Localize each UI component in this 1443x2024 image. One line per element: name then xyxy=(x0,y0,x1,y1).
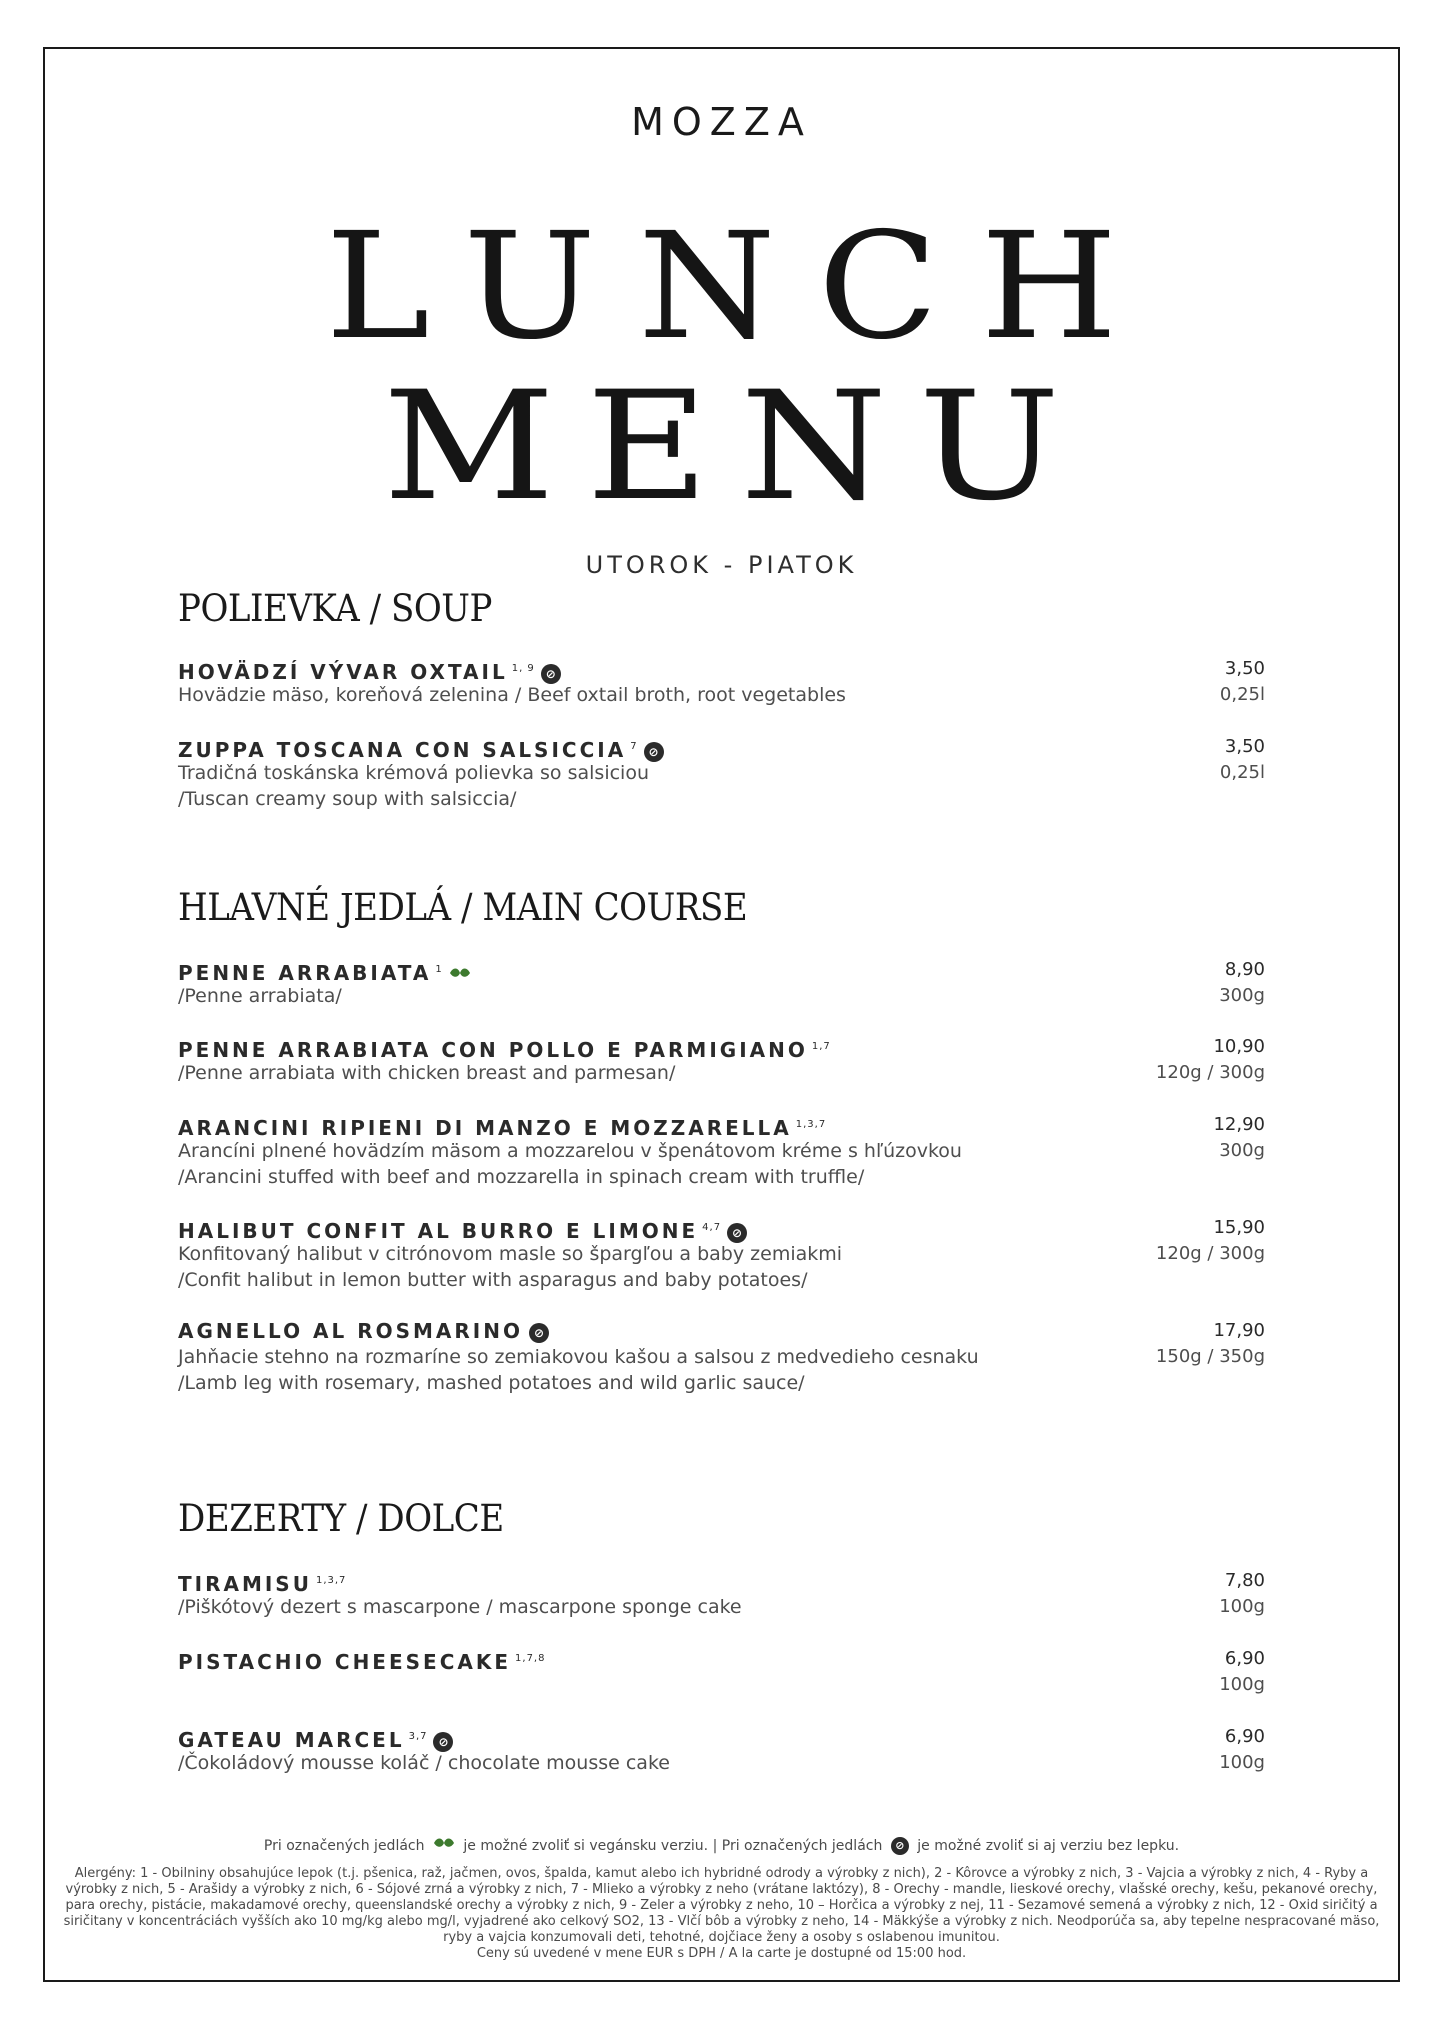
item-allergens: 7 xyxy=(630,741,638,752)
item-price: 3,50 xyxy=(1224,658,1265,679)
item-description-en: /Tuscan creamy soup with salsiccia/ xyxy=(178,788,517,810)
item-price: 3,50 xyxy=(1224,736,1265,757)
item-description: Konfitovaný halibut v citrónovom masle so špargľou a baby zemiakmi xyxy=(178,1243,843,1265)
item-allergens: 1,7,8 xyxy=(515,1653,546,1664)
footer-legend xyxy=(0,1836,1443,1855)
menu-item xyxy=(178,656,1265,708)
item-price: 8,90 xyxy=(1224,959,1265,980)
item-allergens: 4,7 xyxy=(702,1222,722,1233)
item-name: AGNELLO AL ROSMARINO ⊘ xyxy=(178,1318,1265,1344)
item-allergens: 1,3,7 xyxy=(315,1575,347,1586)
item-weight: 0,25l xyxy=(1219,762,1265,783)
title-menu: MENU xyxy=(382,360,1092,534)
vegan-leaf-icon xyxy=(433,1836,455,1850)
item-name: HALIBUT CONFIT AL BURRO E LIMONE $^{4,7}$ ⊘ xyxy=(178,1215,1265,1241)
item-description: Tradičná toskánska krémová polievka so salsiciou xyxy=(178,762,649,784)
title-lunch: LUNCH xyxy=(325,201,1160,373)
allergens-text: Alergény: 1 - Obilniny obsahujúce lepok (t.j. pšenica, raž, jačmen, ovos, špalda, kamut alebo ich hybridné odrody a výrobky z nich), 2 - Kôrovce a výrobky z nich, 3 - Vajcia a výrobky z nich, 4 - Ryby a výrobky z nich, 5 - Arašidy a výrobky z nich, 6 - Sójové zrná a výrobky z nich, 7 - Mlieko a výrobky z neho (vrátane laktózy), 8 - Orechy - mandle, lieskové orechy, vlašské orechy, kešu, pekanové orechy, para orechy, pistácie, makadamové orechy, queenslandské orechy a výrobky z nich, 9 - Zeler a výrobky z neho, 10 – Horčica a výrobky z nej, 11 - Sezamové semená a výrobky z nich, 12 - Oxid siričitý a siričitany v koncentráciách vyšších ako 10 mg/kg alebo mg/l, vyjadrené ako celkový SO2, 13 - Vlčí bôb a výrobky z neho, 14 - Mäkkýše a výrobky z nich. Neodporúča sa, aby tepelne nespracované mäso, ryby a vajcia konzumovali deti, tehotné, dojčiace ženy a osoby s oslabenou imunitou. xyxy=(63,1866,1380,1945)
item-weight: 300g xyxy=(1219,985,1265,1006)
item-description: Arancíni plnené hovädzím mäsom a mozzarelou v špenátovom kréme s hľúzovkou xyxy=(178,1140,962,1162)
menu-item xyxy=(178,1568,1265,1620)
item-price: 17,90 xyxy=(1213,1320,1265,1341)
gluten-free-icon: ⊘ xyxy=(727,1223,747,1243)
item-weight: 100g xyxy=(1219,1674,1265,1695)
item-allergens: 3,7 xyxy=(408,1731,428,1742)
item-weight: 100g xyxy=(1219,1596,1265,1617)
item-price: 15,90 xyxy=(1213,1217,1265,1238)
menu-item xyxy=(178,957,1265,1009)
item-description: /Penne arrabiata with chicken breast and parmesan/ xyxy=(178,1062,676,1084)
item-description: /Penne arrabiata/ xyxy=(178,985,342,1007)
legend-separator: | xyxy=(712,1838,718,1854)
item-weight: 300g xyxy=(1219,1140,1265,1161)
menu-item xyxy=(178,1034,1265,1086)
item-description: Jahňacie stehno na rozmaríne so zemiakovou kašou a salsou z medvedieho cesnaku xyxy=(178,1346,979,1368)
item-weight: 100g xyxy=(1219,1752,1265,1773)
item-description-en: /Arancini stuffed with beef and mozzarella in spinach cream with truffle/ xyxy=(178,1166,865,1188)
item-weight: 120g / 300g xyxy=(1155,1062,1265,1083)
item-weight: 0,25l xyxy=(1219,684,1265,705)
menu-item xyxy=(178,1318,1265,1396)
item-allergens: 1 xyxy=(435,964,443,975)
section-title-soup: POLIEVKA / SOUP xyxy=(178,587,492,630)
gf-legend-prefix: Pri označených jedlách xyxy=(721,1838,883,1854)
vegan-leaf-icon xyxy=(449,966,471,980)
menu-item xyxy=(178,1646,1265,1695)
vegan-legend-prefix: Pri označených jedlách xyxy=(263,1838,425,1854)
item-name: ARANCINI RIPIENI DI MANZO E MOZZARELLA $^{1,3,7}$ xyxy=(178,1116,827,1140)
allergens-info xyxy=(62,1866,1381,1962)
prices-note: Ceny sú uvedené v mene EUR s DPH / A la carte je dostupné od 15:00 hod. xyxy=(476,1946,967,1961)
item-description: /Piškótový dezert s mascarpone / mascarpone sponge cake xyxy=(178,1596,742,1618)
gluten-free-icon: ⊘ xyxy=(644,742,664,762)
gluten-free-icon: ⊘ xyxy=(541,664,561,684)
item-name: PENNE ARRABIATA $^1$ xyxy=(178,957,1265,983)
item-price: 7,80 xyxy=(1224,1570,1265,1591)
item-price: 6,90 xyxy=(1224,1726,1265,1747)
item-allergens: 1,3,7 xyxy=(795,1119,827,1130)
menu-item xyxy=(178,1724,1265,1776)
days-label: UTOROK - PIATOK xyxy=(585,551,858,579)
item-name: GATEAU MARCEL $^{3,7}$ ⊘ xyxy=(178,1724,1265,1750)
item-weight: 120g / 300g xyxy=(1155,1243,1265,1264)
item-allergens: 1,7 xyxy=(811,1041,831,1052)
item-name: HOVÄDZÍ VÝVAR OXTAIL $^{1, 9}$ ⊘ xyxy=(178,656,1265,682)
gluten-free-icon: ⊘ xyxy=(529,1323,549,1343)
item-name: PISTACHIO CHEESECAKE $^{1,7,8}$ xyxy=(178,1650,546,1674)
item-weight: 150g / 350g xyxy=(1155,1346,1265,1367)
item-price: 10,90 xyxy=(1213,1036,1265,1057)
vegan-legend-text: je možné zvoliť si vegánsku verziu. xyxy=(463,1838,709,1854)
brand-name: MOZZA xyxy=(631,100,812,144)
item-description-en: /Confit halibut in lemon butter with asparagus and baby potatoes/ xyxy=(178,1269,808,1291)
item-name: PENNE ARRABIATA CON POLLO E PARMIGIANO $^{1,7}$ xyxy=(178,1038,831,1062)
menu-item xyxy=(178,1112,1265,1190)
item-description: Hovädzie mäso, koreňová zelenina / Beef oxtail broth, root vegetables xyxy=(178,684,846,706)
item-allergens: 1, 9 xyxy=(511,663,535,674)
item-name: ZUPPA TOSCANA CON SALSICCIA $^7$ ⊘ xyxy=(178,734,1265,760)
item-description: /Čokoládový mousse koláč / chocolate mousse cake xyxy=(178,1752,670,1774)
menu-item xyxy=(178,734,1265,812)
section-title-desserts: DEZERTY / DOLCE xyxy=(178,1497,504,1540)
gluten-free-icon: ⊘ xyxy=(891,1837,909,1855)
item-price: 12,90 xyxy=(1213,1114,1265,1135)
item-name: TIRAMISU $^{1,3,7}$ xyxy=(178,1572,347,1596)
item-description-en: /Lamb leg with rosemary, mashed potatoes and wild garlic sauce/ xyxy=(178,1372,805,1394)
gf-legend-text: je možné zvoliť si aj verziu bez lepku. xyxy=(917,1838,1180,1854)
gluten-free-icon: ⊘ xyxy=(433,1732,453,1752)
section-title-main: HLAVNÉ JEDLÁ / MAIN COURSE xyxy=(178,886,748,929)
menu-item xyxy=(178,1215,1265,1293)
item-price: 6,90 xyxy=(1224,1648,1265,1669)
